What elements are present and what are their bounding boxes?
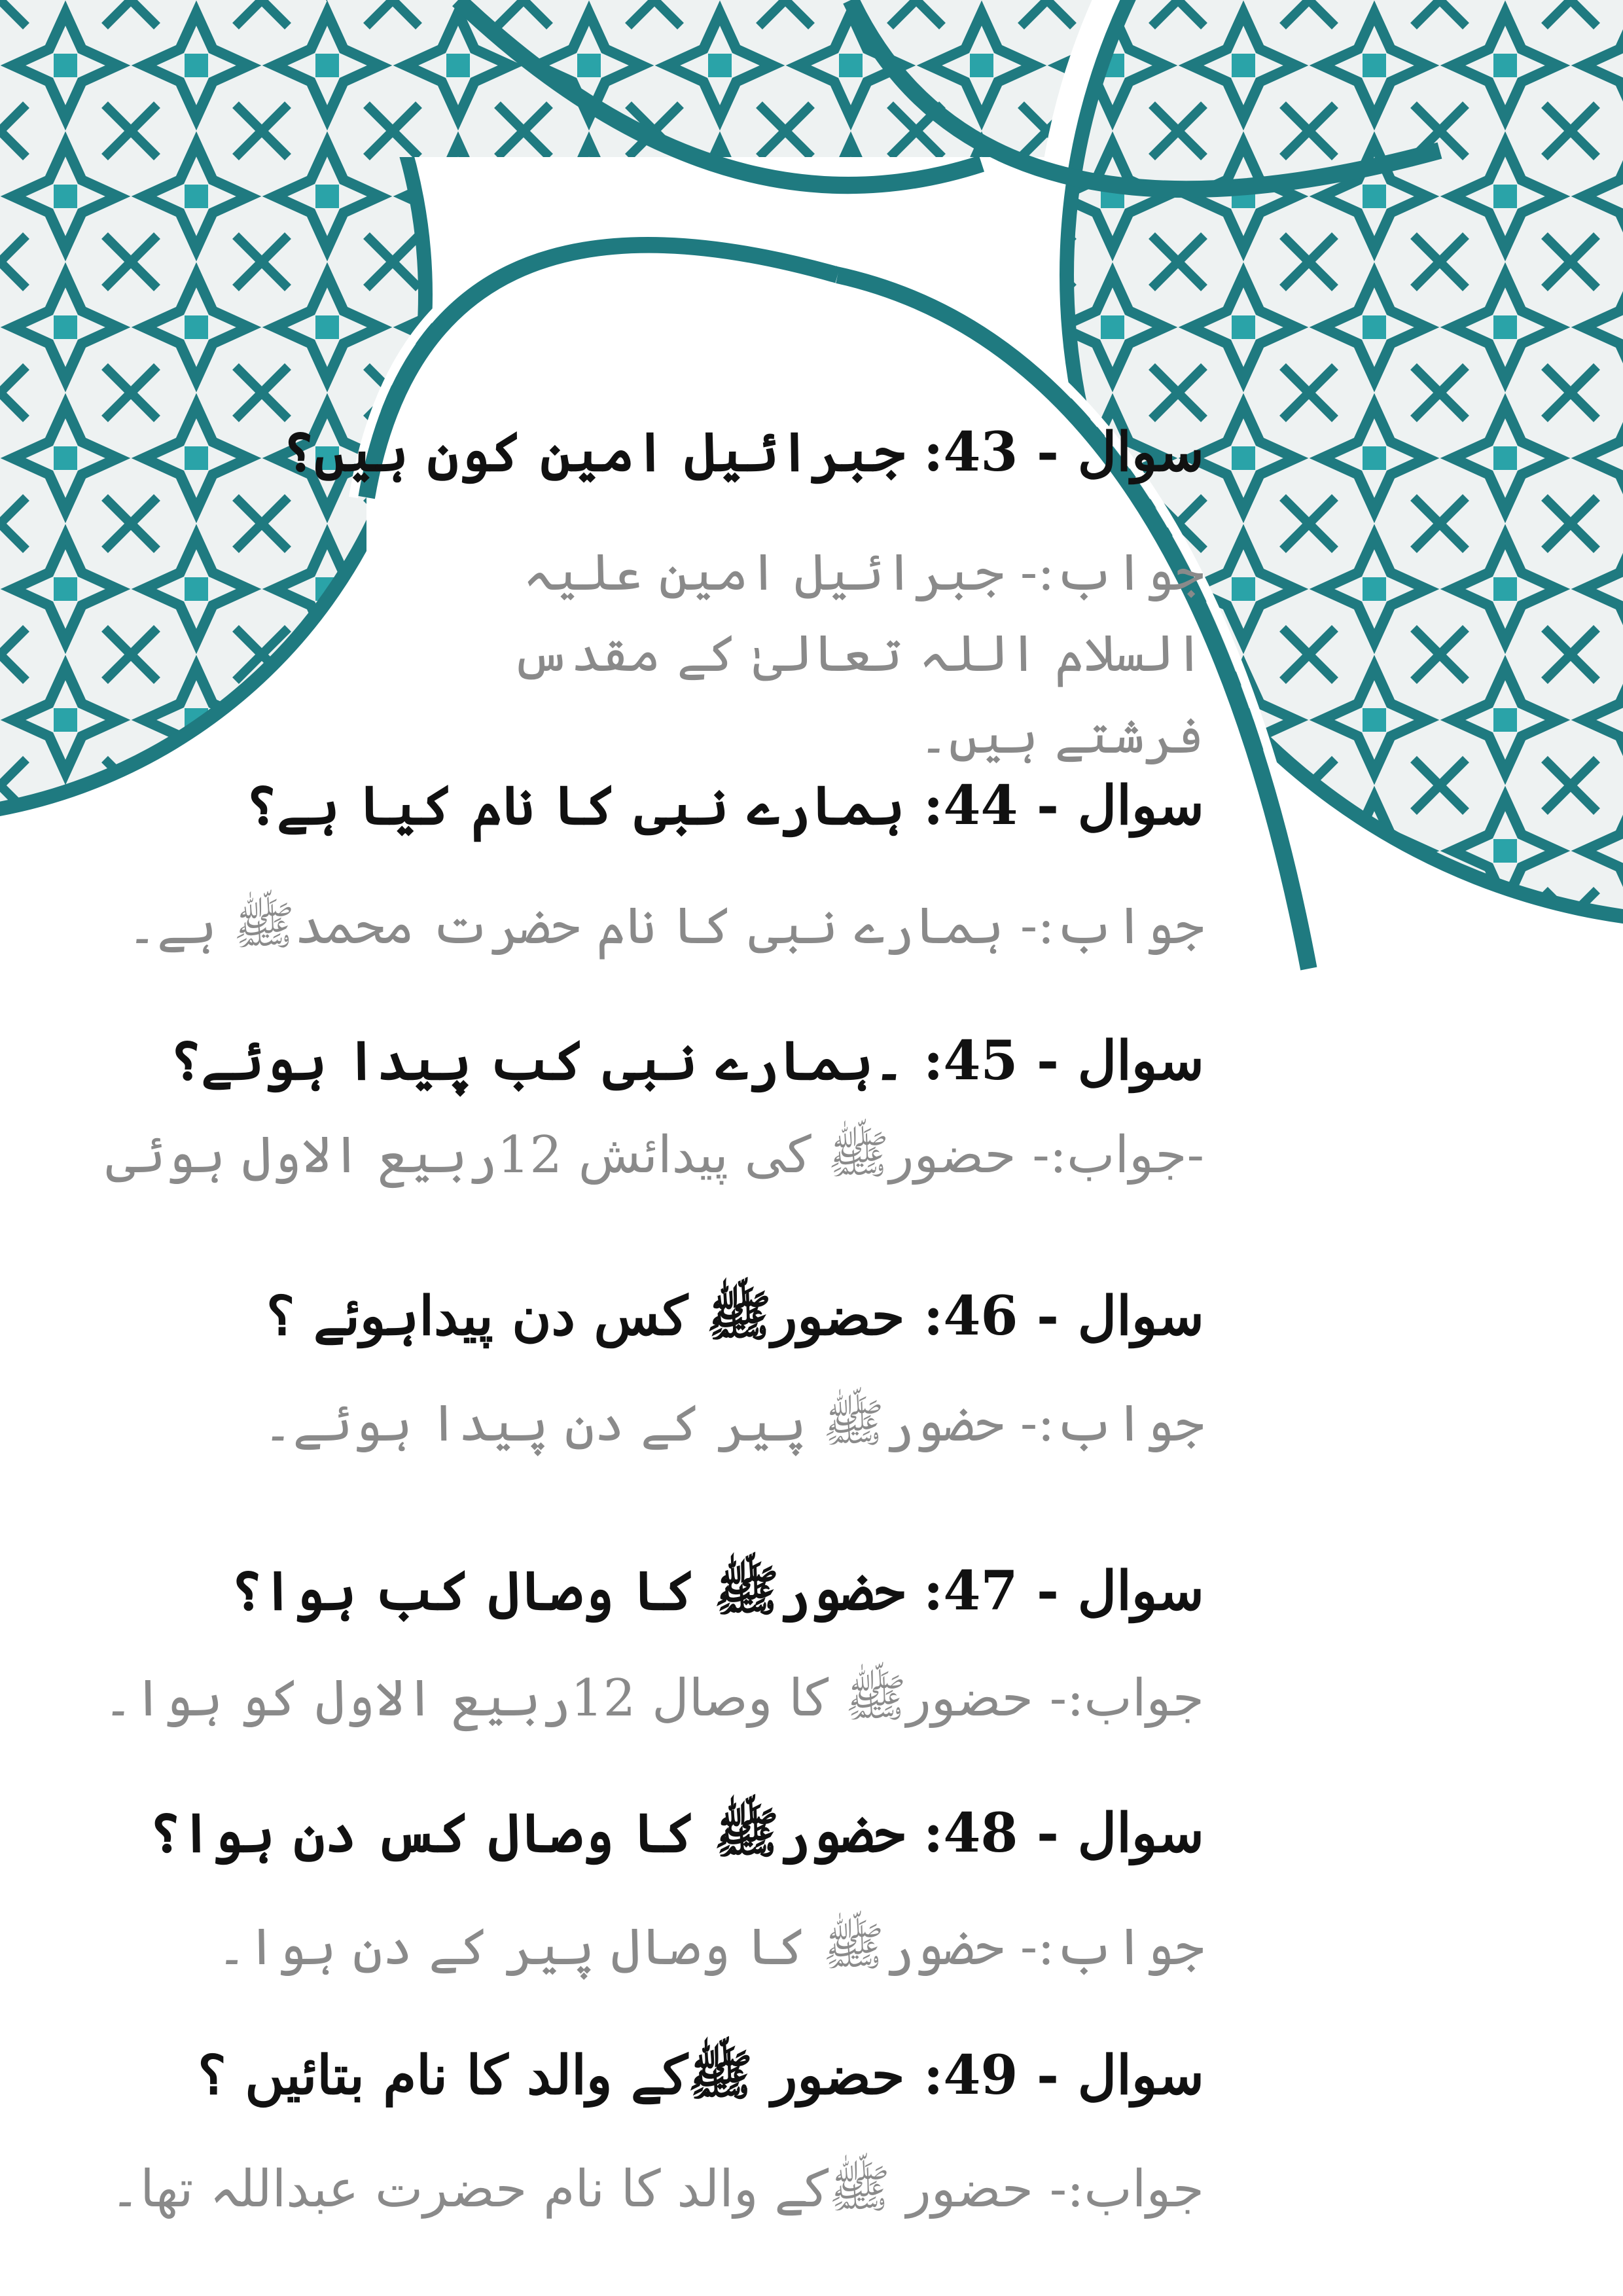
answer-48: جواب:- حضورﷺ کا وصال پیر کے دن ہوا۔	[217, 1917, 1204, 1977]
question-44: سوال - 44: ہمارے نبی کا نام کیا ہے؟	[245, 774, 1204, 837]
question-48: سوال - 48: حضورﷺ کا وصال کس دن ہوا؟	[149, 1802, 1204, 1865]
question-47: سوال - 47: حضورﷺ کا وصال کب ہوا؟	[230, 1560, 1204, 1623]
qa-item-43	[0, 419, 1204, 777]
qa-item-46	[0, 1283, 1204, 1464]
question-46: سوال - 46: حضورﷺ کس دن پیداہوئے ؟	[266, 1285, 1204, 1348]
answer-43: جواب:- جبرائیل امین علیہ السلام اللہ تعالیٰ کے مقدس فرشتے ہیں۔	[511, 543, 1204, 766]
answer-44: جواب:- ہمارے نبی کا نام حضرت محمدﷺ ہے۔	[127, 896, 1204, 956]
question-43: سوال - 43: جبرائیل امین کون ہیں؟	[283, 421, 1204, 484]
qa-item-45	[0, 1028, 1204, 1196]
qa-item-49	[0, 2042, 1204, 2230]
answer-47: جواب:- حضورﷺ کا وصال 12ربیع الاول کو ہوا۔	[103, 1668, 1204, 1728]
qa-item-44	[0, 772, 1204, 967]
qa-item-48	[0, 1800, 1204, 1988]
answer-45: -جواب:- حضورﷺ کی پیدائش 12ربیع الاول ہوئی	[105, 1125, 1204, 1185]
answer-49: جواب:- حضور ﷺکے والد کا نام حضرت عبداللہ تھا۔	[110, 2159, 1204, 2219]
question-45: سوال - 45: ۔ہمارے نبی کب پیدا ہوئے؟	[169, 1030, 1204, 1092]
answer-46: جواب:- حضورﷺ پیر کے دن پیدا ہوئے۔	[262, 1393, 1204, 1453]
qa-item-47	[0, 1558, 1204, 1739]
question-49: سوال - 49: حضور ﷺکے والد کا نام بتائیں ؟	[198, 2044, 1204, 2107]
